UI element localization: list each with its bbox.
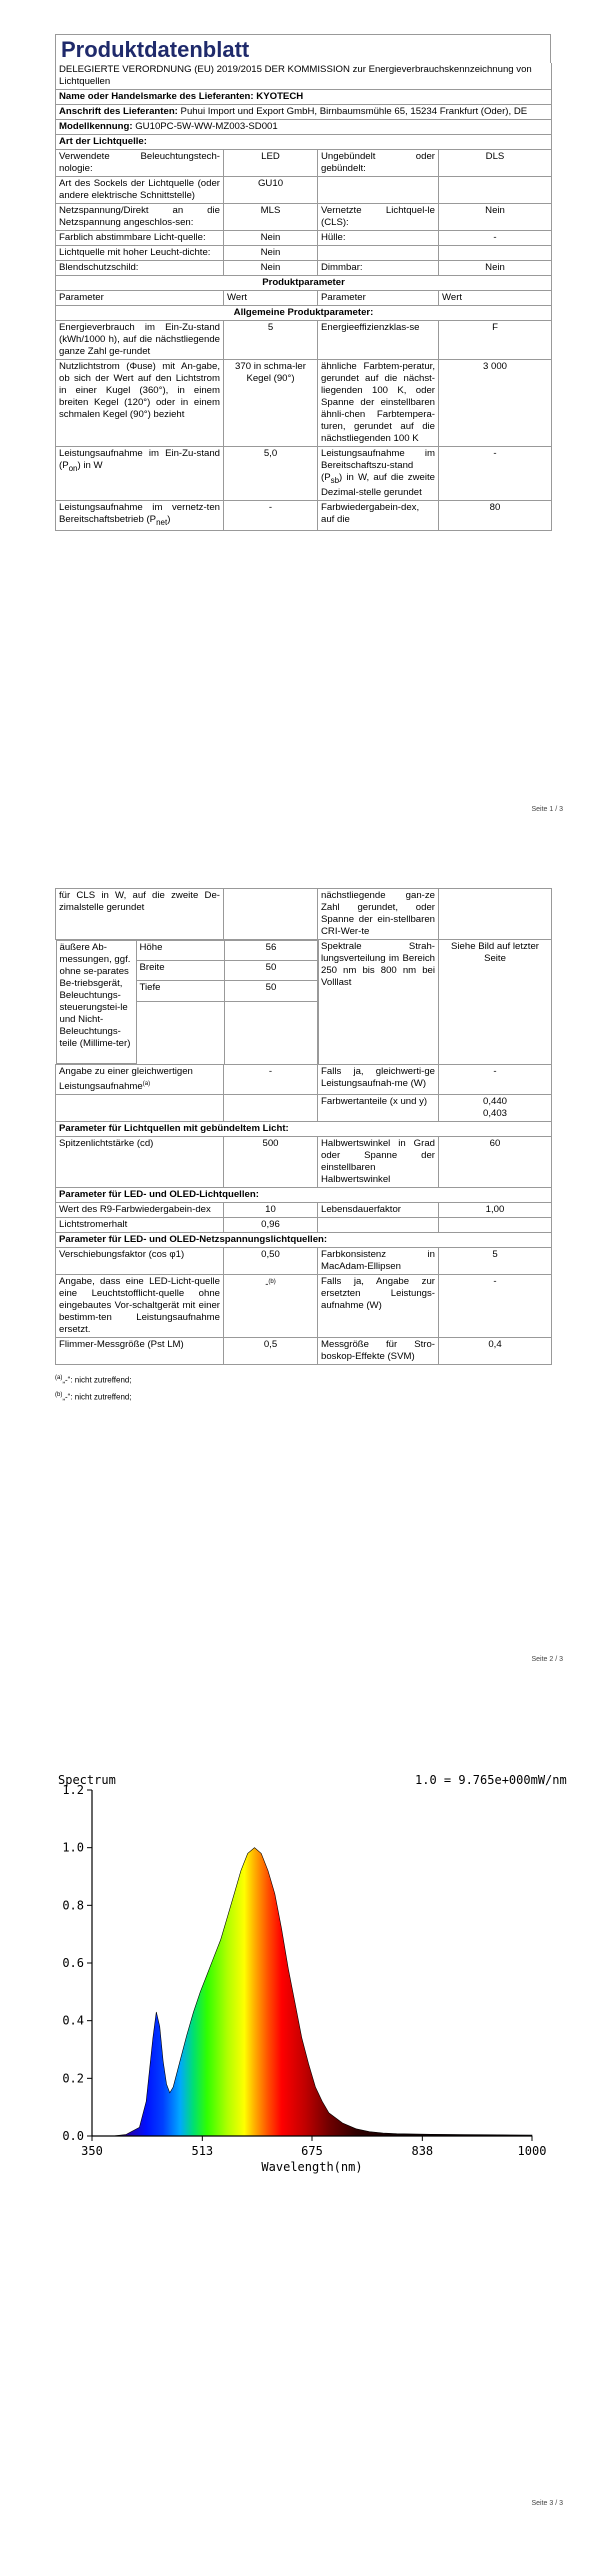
cell-empty — [224, 1095, 318, 1122]
table-row — [56, 231, 552, 246]
cell-cri-value: 80 — [439, 500, 552, 530]
cell-svm-value: 0,4 — [439, 1338, 552, 1365]
cell-empty — [439, 177, 552, 204]
y-tick-label: 0.6 — [62, 1956, 84, 1970]
cell-empty — [136, 1001, 224, 1064]
cell-tunable-value: Nein — [224, 231, 318, 246]
cell-survival-label: Lebensdauerfaktor — [318, 1203, 439, 1218]
cell-flux-value: 370 in schma-ler Kegel (90°) — [224, 360, 318, 447]
cell-equivalent-value: - — [224, 1065, 318, 1095]
header-parameter: Parameter — [318, 291, 439, 306]
cell-beam-value: 60 — [439, 1137, 552, 1188]
y-tick-label: 1.0 — [62, 1840, 84, 1855]
cell-macadam-label: Farbkonsistenz in MacAdam-Ellipsen — [318, 1248, 439, 1275]
subscript: on — [68, 463, 78, 473]
page-number: Seite 1 / 3 — [531, 806, 563, 813]
footnote-mark: (a) — [142, 1081, 151, 1087]
table-row — [56, 940, 552, 1065]
text: Leistungsaufnahme im vernetz-ten Bereitschaftsbetrieb (P — [59, 501, 220, 525]
subscript: net — [156, 517, 168, 527]
section-general-parameters: Allgemeine Produktparameter: — [56, 306, 552, 321]
cell-dimmable-label: Dimmbar: — [318, 261, 439, 276]
cell-empty — [439, 246, 552, 261]
table-row — [56, 360, 552, 447]
table-row — [56, 500, 552, 530]
cell-glare-label: Blendschutzschild: — [56, 261, 224, 276]
y-tick-label: 0.8 — [62, 1898, 84, 1913]
table-row — [56, 261, 552, 276]
cell-net-standby-value: - — [224, 500, 318, 530]
cell-technology-value: LED — [224, 150, 318, 177]
document-title: Produktdatenblatt — [55, 34, 551, 63]
x-axis-label: Wavelength(nm) — [261, 2160, 363, 2174]
cell-svm-label: Messgröße für Stro-boskop-Effekte (SVM) — [318, 1338, 439, 1365]
y-tick-label: 0.0 — [62, 2129, 84, 2143]
text: ) — [167, 513, 171, 525]
cell-empty — [439, 1218, 552, 1233]
depth-label: Tiefe — [136, 981, 224, 1001]
cell-macadam-value: 5 — [439, 1248, 552, 1275]
chromaticity-y: 0,403 — [482, 1108, 507, 1120]
width-value: 50 — [224, 961, 318, 981]
cell-replaced-power-label: Falls ja, Angabe zur ersetzten Leistungs-aufnahme (W) — [318, 1275, 439, 1338]
cell-hl-label: Lichtquelle mit hoher Leucht-dichte: — [56, 246, 224, 261]
supplier-address-label: Anschrift des Lieferanten: — [59, 106, 178, 117]
footnote-text: „-“: nicht zutreffend; — [62, 1392, 132, 1402]
section-product-parameters: Produktparameter — [56, 276, 552, 291]
cell-cri-label: Farbwiedergabein-dex, auf die — [318, 500, 439, 530]
supplier-name: Name oder Handelsmarke des Lieferanten: KYOTECH — [56, 90, 552, 105]
table-row — [56, 1095, 552, 1122]
cell-continued-left: für CLS in W, auf die zweite De-zimalstelle gerundet — [56, 889, 224, 940]
page-2 — [0, 850, 603, 1700]
cell-efficiency-value: F — [439, 321, 552, 360]
header-parameter: Parameter — [56, 291, 224, 306]
cell-cap-value: GU10 — [224, 177, 318, 204]
cell-empty — [224, 889, 318, 940]
cell-flicker-value: 0,5 — [224, 1338, 318, 1365]
subscript: sb — [330, 475, 340, 485]
cell-replace-label: Angabe, dass eine LED-Licht-quelle eine Leuchtstofflicht-quelle ohne eingebautes Vor-schaltgerät mit einer bestimm-ten Leistungsaufnahme ersetzt. — [56, 1275, 224, 1338]
cell-power-on-label — [56, 447, 224, 501]
cell-empty — [318, 177, 439, 204]
model-identifier — [56, 120, 552, 135]
table-row — [56, 150, 552, 177]
cell-net-standby-label — [56, 500, 224, 530]
page-3 — [0, 1700, 603, 2560]
table-header-row — [56, 291, 552, 306]
table-row — [56, 321, 552, 360]
cell-tunable-label: Farblich abstimmbare Licht-quelle: — [56, 231, 224, 246]
x-tick-label: 513 — [191, 2144, 214, 2158]
datasheet-page-2 — [55, 888, 551, 1405]
table-row — [56, 1065, 552, 1095]
table-row — [56, 1338, 552, 1365]
text: Angabe zu einer gleichwertigen Leistungsaufnahme — [59, 1066, 193, 1093]
text: Leistungsaufnahme im Bereitschaftszu-stand (P — [321, 448, 435, 483]
regulation-subtitle: DELEGIERTE VERORDNUNG (EU) 2019/2015 DER KOMMISSION zur Energieverbrauchskennzeichnung von Lichtquellen — [56, 63, 552, 90]
cell-empty — [318, 1218, 439, 1233]
dimensions-table — [56, 940, 319, 1064]
model-label: Modellkennung: — [59, 121, 133, 132]
cell-mains-value: MLS — [224, 204, 318, 231]
x-tick-label: 1000 — [517, 2144, 547, 2158]
cell-directional-value: DLS — [439, 150, 552, 177]
spectrum-area — [92, 1848, 532, 2136]
cell-continued-right: nächstliegende gan-ze Zahl gerundet, oder Spanne der ein-stellbaren CRI-Wer-te — [318, 889, 439, 940]
spectral-label: Spektrale Strah-lungsverteilung im Bereich 250 nm bis 800 nm bei Volllast — [318, 940, 439, 1065]
cell-dimmable-value: Nein — [439, 261, 552, 276]
text: ) in W — [77, 460, 103, 471]
text: ) in W, auf die zweite Dezimal-stelle gerundet — [321, 472, 435, 498]
x-tick-label: 675 — [301, 2144, 323, 2158]
cell-flicker-label: Flimmer-Messgröße (Pst LM) — [56, 1338, 224, 1365]
cell-r9-value: 10 — [224, 1203, 318, 1218]
scale-annotation: 1.0 = 9.765e+000mW/nm — [415, 1773, 567, 1787]
table-row — [56, 1137, 552, 1188]
width-label: Breite — [136, 961, 224, 981]
table-row — [56, 1275, 552, 1338]
table-row — [56, 1248, 552, 1275]
cell-lumen-label: Lichtstromerhalt — [56, 1218, 224, 1233]
cell-glare-value: Nein — [224, 261, 318, 276]
table-row — [56, 447, 552, 501]
cell-peak-value: 500 — [224, 1137, 318, 1188]
datasheet-table-1 — [55, 63, 552, 531]
y-tick-label: 0.2 — [62, 2071, 84, 2086]
model-value: GU10PC-5W-WW-MZ003-SD001 — [132, 121, 278, 132]
cell-empty — [224, 1001, 318, 1064]
footnote-text: „-“: nicht zutreffend; — [62, 1375, 132, 1385]
chromaticity-x: 0,440 — [482, 1096, 507, 1108]
cell-flux-label: Nutzlichtstrom (Φuse) mit An-gabe, ob sich der Wert auf den Lichtstrom in einer Kugel (360°), in einem breiten Kegel (120°) oder in einem schmalen Kegel (90°) bezieht — [56, 360, 224, 447]
page-number: Seite 2 / 3 — [531, 1656, 563, 1663]
table-row — [56, 889, 552, 940]
cell-lumen-value: 0,96 — [224, 1218, 318, 1233]
cell-r9-label: Wert des R9-Farbwiedergabein-dex — [56, 1203, 224, 1218]
y-axis-label: Spectrum — [58, 1773, 116, 1787]
cell-cls-value: Nein — [439, 204, 552, 231]
cell-efficiency-label: Energieeffizienzklas-se — [318, 321, 439, 360]
cell-replaced-power-value: - — [439, 1275, 552, 1338]
datasheet-table-2 — [55, 888, 552, 1365]
cell-envelope-value: - — [439, 231, 552, 246]
dimensions-cell — [56, 940, 318, 1065]
page-1 — [0, 0, 603, 850]
spectral-value: Siehe Bild auf letzter Seite — [439, 940, 552, 1065]
cell-equivalent-power-value: - — [439, 1065, 552, 1095]
depth-value: 50 — [224, 981, 318, 1001]
table-row — [56, 1218, 552, 1233]
footnote-mark: (b) — [268, 1279, 276, 1286]
footnote-b — [55, 1388, 551, 1405]
cell-replace-value — [224, 1275, 318, 1338]
cell-envelope-label: Hülle: — [318, 231, 439, 246]
supplier-address — [56, 105, 552, 120]
cell-energy-label: Energieverbrauch im Ein-Zu-stand (kWh/1000 h), auf die nächstliegende ganze Zahl ge-rundet — [56, 321, 224, 360]
cell-directional-label: Ungebündelt oder gebündelt: — [318, 150, 439, 177]
cell-chromaticity-label: Farbwertanteile (x und y) — [318, 1095, 439, 1122]
spectrum-chart — [0, 1740, 603, 2220]
table-row — [56, 246, 552, 261]
header-value: Wert — [439, 291, 552, 306]
cell-cos-value: 0,50 — [224, 1248, 318, 1275]
cell-equivalent-label — [56, 1065, 224, 1095]
footnotes — [55, 1371, 551, 1404]
section-light-source-type: Art der Lichtquelle: — [56, 135, 552, 150]
y-tick-label: 1.2 — [62, 1783, 84, 1797]
cell-survival-value: 1,00 — [439, 1203, 552, 1218]
cell-standby-value: - — [439, 447, 552, 501]
cell-peak-label: Spitzenlichtstärke (cd) — [56, 1137, 224, 1188]
cell-cos-label: Verschiebungsfaktor (cos φ1) — [56, 1248, 224, 1275]
table-row — [56, 1203, 552, 1218]
height-label: Höhe — [136, 941, 224, 961]
cell-chromaticity-value — [439, 1095, 552, 1122]
section-led-mains: Parameter für LED- und OLED-Netzspannungslichtquellen: — [56, 1233, 552, 1248]
datasheet-page-1 — [55, 34, 551, 531]
cell-cls-label: Vernetzte Lichtquel-le (CLS): — [318, 204, 439, 231]
height-value: 56 — [224, 941, 318, 961]
page-number: Seite 3 / 3 — [531, 2500, 563, 2507]
text: - — [265, 1279, 269, 1291]
dimensions-label: äußere Ab-messungen, ggf. ohne se-parates Be-triebsgerät, Beleuchtungs-steuerungstei-le und Nicht-Beleuchtungs-teile (Millime-ter) — [56, 941, 136, 1064]
cell-equivalent-power-label: Falls ja, gleichwerti-ge Leistungsaufnah-me (W) — [318, 1065, 439, 1095]
header-value: Wert — [224, 291, 318, 306]
cell-energy-value: 5 — [224, 321, 318, 360]
table-row — [56, 204, 552, 231]
cell-standby-label — [318, 447, 439, 501]
text: Leistungsaufnahme im Ein-Zu-stand (P — [59, 448, 220, 471]
cell-hl-value: Nein — [224, 246, 318, 261]
table-row — [56, 177, 552, 204]
supplier-address-value: Puhui Import und Export GmbH, Birnbaumsmühle 65, 15234 Frankfurt (Oder), DE — [177, 106, 528, 117]
cell-empty — [56, 1095, 224, 1122]
cell-cct-label: ähnliche Farbtem-peratur, gerundet auf die nächst-liegenden 100 K, oder Spanne der einstellbaren ähnli-chen Farbtempera-turen, gerundet auf die nächstliegenden 100 K — [318, 360, 439, 447]
cell-beam-label: Halbwertswinkel in Grad oder Spanne der einstellbaren Halbwertswinkel — [318, 1137, 439, 1188]
cell-mains-label: Netzspannung/Direkt an die Netzspannung angeschlos-sen: — [56, 204, 224, 231]
cell-cap-label: Art des Sockels der Lichtquelle (oder andere elektrische Schnittstelle) — [56, 177, 224, 204]
section-directional: Parameter für Lichtquellen mit gebündeltem Licht: — [56, 1122, 552, 1137]
cell-empty — [439, 889, 552, 940]
x-tick-label: 350 — [81, 2144, 103, 2158]
x-tick-label: 838 — [411, 2144, 434, 2158]
cell-empty — [318, 246, 439, 261]
y-tick-label: 0.4 — [62, 2013, 84, 2028]
cell-cct-value: 3 000 — [439, 360, 552, 447]
footnote-mark: (b) — [55, 1391, 63, 1398]
section-led: Parameter für LED- und OLED-Lichtquellen: — [56, 1188, 552, 1203]
cell-technology-label: Verwendete Beleuchtungstech-nologie: — [56, 150, 224, 177]
cell-power-on-value: 5,0 — [224, 447, 318, 501]
footnote-a — [55, 1371, 551, 1388]
footnote-mark: (a) — [55, 1375, 63, 1382]
